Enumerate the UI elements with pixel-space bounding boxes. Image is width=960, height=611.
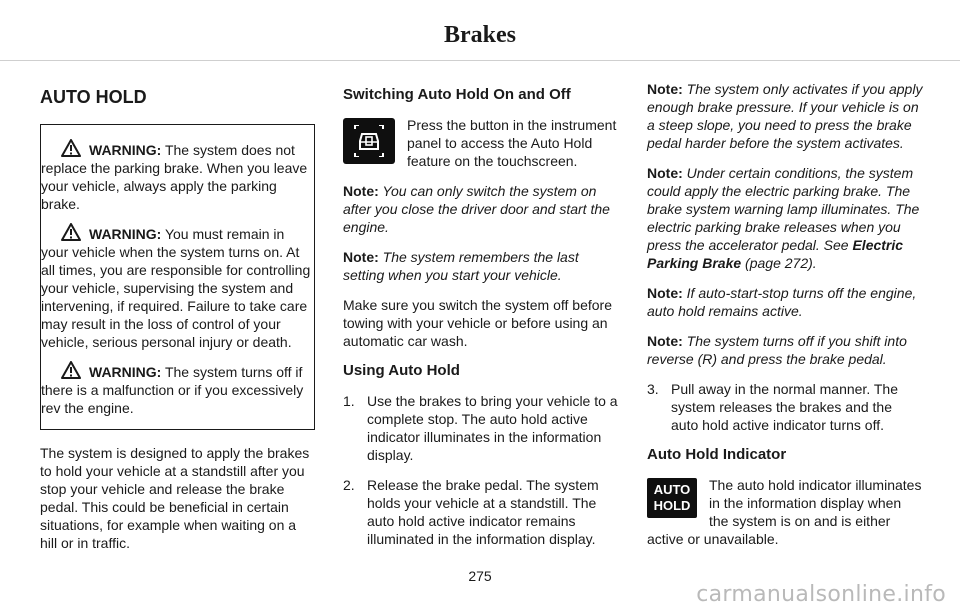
warning-label: WARNING: <box>89 226 162 242</box>
subsection-heading-indicator: Auto Hold Indicator <box>647 446 787 463</box>
subsection-heading-switching: Switching Auto Hold On and Off <box>343 86 571 103</box>
note-label: Note: <box>647 333 683 349</box>
subsection-heading-using: Using Auto Hold <box>343 362 460 379</box>
step-text: Release the brake pedal. The system holds your vehicle at a standstill. The auto hold active indicator remains illuminated in the information display. <box>367 477 599 547</box>
note-label: Note: <box>647 285 683 301</box>
column-middle <box>343 80 621 560</box>
note-text: Under certain conditions, the system could apply the electric parking brake. The brake system warning lamp illuminates. The electric parking brake releases when you press the accelerator pedal. See <box>647 165 920 253</box>
note-1 <box>343 182 621 236</box>
note-3 <box>647 80 923 152</box>
note-label: Note: <box>343 249 379 265</box>
list-item <box>343 476 621 548</box>
indicator-description <box>647 476 923 548</box>
note-6 <box>647 332 923 368</box>
warning-1 <box>41 139 314 213</box>
warning-triangle-icon <box>61 139 81 157</box>
note-2 <box>343 248 621 284</box>
list-item <box>343 392 621 464</box>
step-number: 3. <box>647 381 659 397</box>
cross-reference-link[interactable]: Electric Parking Brake <box>647 237 904 271</box>
note-text: The system remembers the last setting when you start your vehicle. <box>343 249 579 283</box>
indicator-icon-line: AUTO <box>653 482 691 497</box>
indicator-icon-line: HOLD <box>653 498 691 513</box>
instruction-text: Press the button in the instrument panel to access the Auto Hold feature on the touchscreen. <box>407 117 617 169</box>
warning-box <box>40 124 315 430</box>
note-5 <box>647 284 923 320</box>
warning-text: The system does not replace the parking brake. When you leave your vehicle, always apply the parking brake. <box>41 142 308 212</box>
watermark: carmanualsonline.info <box>696 582 946 607</box>
section-heading: AUTO HOLD <box>40 87 147 107</box>
auto-hold-button-icon <box>343 118 395 164</box>
note-label: Note: <box>343 183 379 199</box>
warning-2 <box>41 223 314 351</box>
warning-text: You must remain in your vehicle when the system turns on. At all times, you are responsible for controlling your vehicle, supervising the system and intervening, if required. Failure to take care may result in the loss of control of your vehicle, serious personal injury or death. <box>41 226 311 350</box>
step-number: 1. <box>343 393 355 409</box>
note-text: You can only switch the system on after you close the driver door and start the engine. <box>343 183 610 235</box>
note-4 <box>647 164 923 272</box>
warning-triangle-icon <box>61 361 81 379</box>
steps-list <box>343 392 621 548</box>
warning-label: WARNING: <box>89 142 162 158</box>
page-number: 275 <box>468 568 492 584</box>
note-label: Note: <box>647 81 683 97</box>
step-number: 2. <box>343 477 355 493</box>
note-text: If auto-start-stop turns off the engine, auto hold remains active. <box>647 285 917 319</box>
warning-triangle-icon <box>61 223 81 241</box>
note-text: The system turns off if you shift into reverse (R) and press the brake pedal. <box>647 333 907 367</box>
warning-3 <box>41 361 314 417</box>
auto-hold-button-instruction <box>343 116 621 170</box>
steps-list-continued <box>647 380 923 434</box>
list-item <box>647 380 923 434</box>
body-paragraph: Make sure you switch the system off before towing with your vehicle or before using an automatic car wash. <box>343 297 612 349</box>
note-label: Note: <box>647 165 683 181</box>
step-text: Pull away in the normal manner. The system releases the brakes and the auto hold active indicator turns off. <box>671 381 898 433</box>
indicator-text: The auto hold indicator illuminates in the information display when the system is on and is either active or unavailable. <box>647 477 922 547</box>
auto-hold-indicator-icon <box>647 478 697 518</box>
car-hold-icon <box>351 125 387 157</box>
body-paragraph: The system is designed to apply the brakes to hold your vehicle at a standstill after you stop your vehicle and release the brake pedal. This could be beneficial in certain situations, for example when waiting on a hill or in traffic. <box>40 445 310 551</box>
column-left <box>40 80 315 564</box>
page-title: Brakes <box>444 22 516 48</box>
warning-text: The system turns off if there is a malfunction or if you excessively rev the engine. <box>41 364 304 416</box>
column-right <box>647 80 923 548</box>
warning-label: WARNING: <box>89 364 162 380</box>
step-text: Use the brakes to bring your vehicle to a complete stop. The auto hold active indicator illuminates in the information display. <box>367 393 618 463</box>
note-text: The system only activates if you apply enough brake pressure. If your vehicle is on a steep slope, you need to press the brake pedal harder before the system activates. <box>647 81 923 151</box>
header-divider <box>0 60 960 61</box>
note-text: (page 272). <box>741 255 817 271</box>
